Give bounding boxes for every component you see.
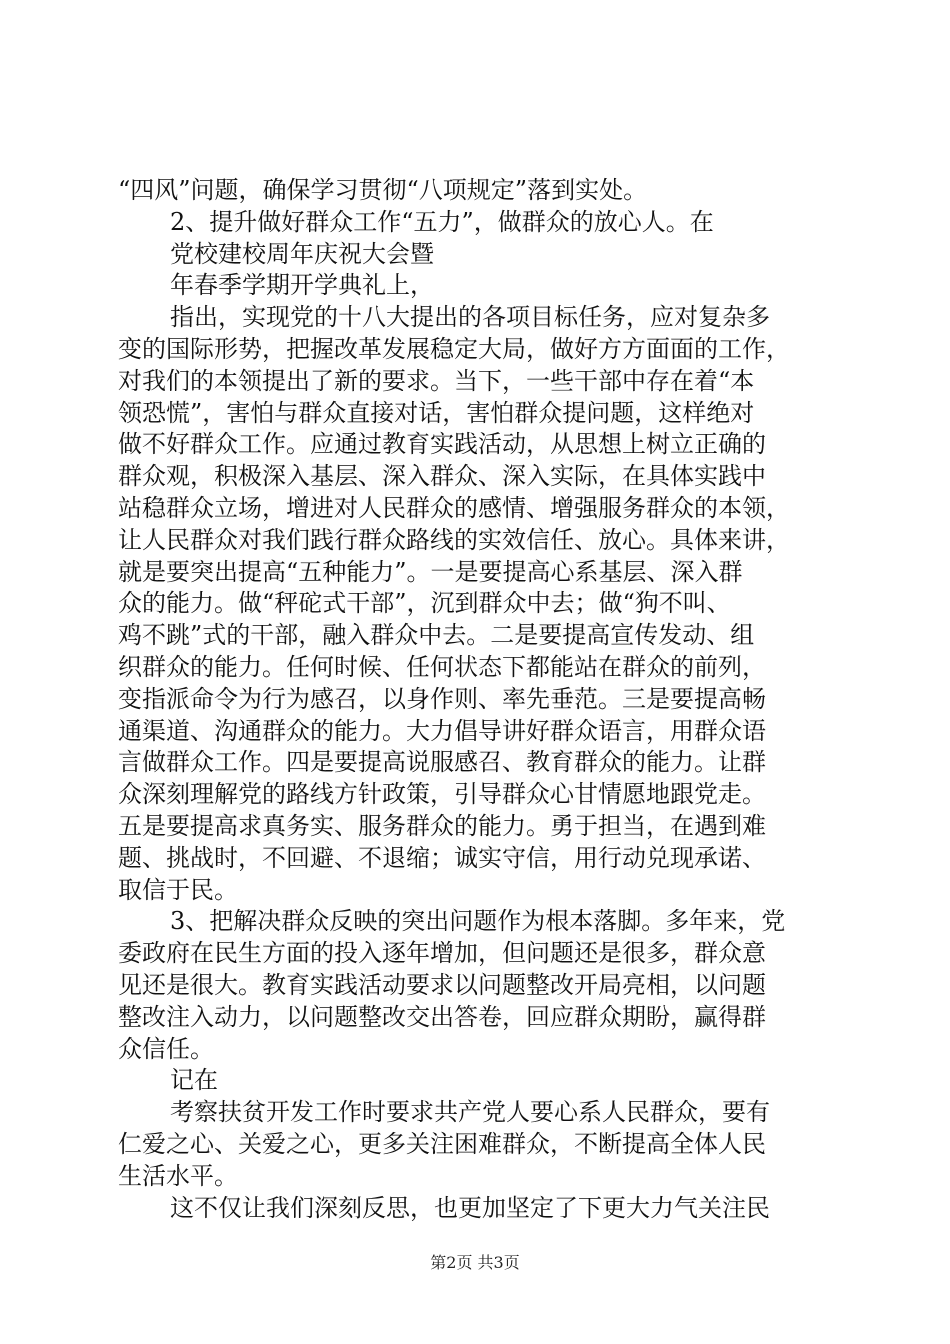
text-line: 整改注入动力，以问题整改交出答卷，回应群众期盼，赢得群 — [118, 1002, 766, 1031]
text-line: 党校建校周年庆祝大会暨 — [170, 239, 434, 268]
text-line: 变指派命令为行为感召，以身作则、率先垂范。三是要提高畅 — [118, 684, 766, 713]
text-line: 众深刻理解党的路线方针政策，引导群众心甘情愿地跟党走。 — [118, 780, 766, 809]
text-line: 做不好群众工作。应通过教育实践活动，从思想上树立正确的 — [118, 430, 766, 459]
document-body — [118, 175, 838, 1224]
text-line: 就是要突出提高“五种能力”。一是要提高心系基层、深入群 — [118, 557, 743, 586]
text-line: 鸡不跳”式的干部，融入群众中去。二是要提高宣传发动、组 — [118, 621, 755, 650]
text-line: 生活水平。 — [118, 1161, 238, 1190]
text-line: “四风”问题，确保学习贯彻“八项规定”落到实处。 — [118, 176, 648, 204]
text-line: 指出，实现党的十八大提出的各项目标任务，应对复杂多 — [170, 303, 770, 332]
text-line: 群众观，积极深入基层、深入群众、深入实际，在具体实践中 — [118, 462, 766, 491]
text-line: 五是要提高求真务实、服务群众的能力。勇于担当，在遇到难 — [118, 811, 766, 840]
text-line: 年春季学期开学典礼上， — [170, 271, 434, 300]
text-line: 2、提升做好群众工作“五力”，做群众的放心人。在 — [170, 207, 714, 236]
text-line: 记在 — [170, 1066, 218, 1095]
page-footer: 第2页 共3页 — [430, 1253, 520, 1272]
text-line: 领恐慌”，害怕与群众直接对话，害怕群众提问题，这样绝对 — [118, 398, 755, 427]
text-line: 委政府在民生方面的投入逐年增加，但问题还是很多，群众意 — [118, 939, 766, 968]
text-line: 考察扶贫开发工作时要求共产党人要心系人民群众，要有 — [170, 1098, 770, 1127]
text-line: 仁爱之心、关爱之心，更多关注困难群众，不断提高全体人民 — [118, 1129, 766, 1158]
text-line: 站稳群众立场，增进对人民群众的感情、增强服务群众的本领， — [118, 493, 790, 522]
text-line: 众信任。 — [118, 1034, 214, 1063]
text-line: 言做群众工作。四是要提高说服感召、教育群众的能力。让群 — [118, 748, 766, 777]
text-line: 众的能力。做“秤砣式干部”，沉到群众中去；做“狗不叫、 — [118, 589, 731, 618]
text-line: 题、挑战时，不回避、不退缩；诚实守信，用行动兑现承诺、 — [118, 843, 766, 872]
text-line: 变的国际形势，把握改革发展稳定大局，做好方方面面的工作， — [118, 334, 790, 363]
text-line: 3、把解决群众反映的突出问题作为根本落脚。多年来，党 — [170, 907, 786, 936]
text-line: 让人民群众对我们践行群众路线的实效信任、放心。具体来讲， — [118, 525, 790, 554]
text-line: 织群众的能力。任何时候、任何状态下都能站在群众的前列， — [118, 652, 766, 681]
text-line: 通渠道、沟通群众的能力。大力倡导讲好群众语言，用群众语 — [118, 716, 766, 745]
text-line: 对我们的本领提出了新的要求。当下，一些干部中存在着“本 — [118, 366, 755, 395]
text-line: 取信于民。 — [118, 875, 238, 904]
text-line: 见还是很大。教育实践活动要求以问题整改开局亮相，以问题 — [118, 970, 766, 999]
text-line: 这不仅让我们深刻反思，也更加坚定了下更大力气关注民 — [170, 1193, 770, 1222]
